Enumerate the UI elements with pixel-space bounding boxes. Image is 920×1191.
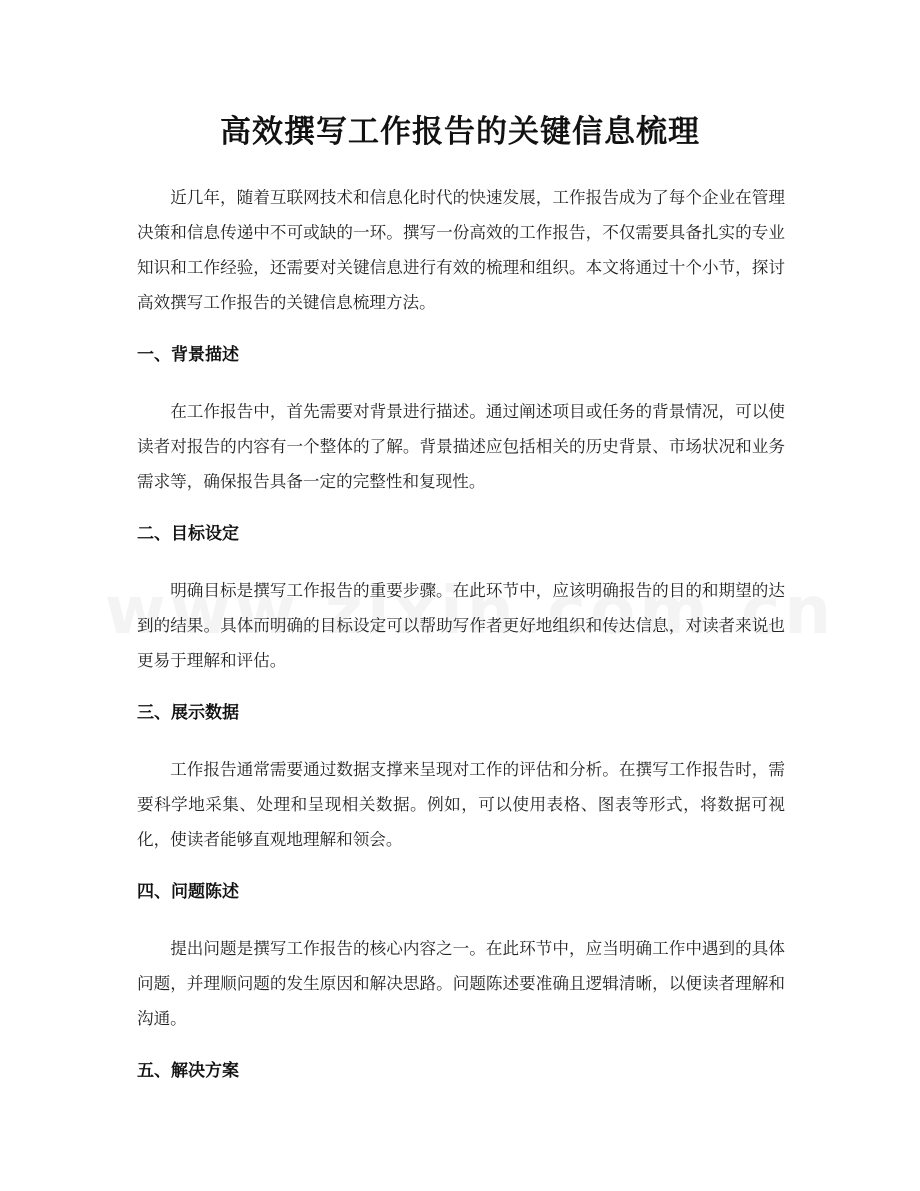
section-body-background: 在工作报告中，首先需要对背景进行描述。通过阐述项目或任务的背景情况，可以使读者对报告的内容有一个整体的了解。背景描述应包括相关的历史背景、市场状况和业务需求等，确保报告具备一定的完整性和复现性。 (137, 402, 785, 491)
section-heading-background: 一、背景描述 (137, 345, 239, 365)
section-heading-data: 三、展示数据 (137, 703, 239, 723)
section-heading-problems: 四、问题陈述 (137, 882, 239, 902)
section-heading-goals: 二、目标设定 (137, 524, 239, 544)
section-body-goals: 明确目标是撰写工作报告的重要步骤。在此环节中，应该明确报告的目的和期望的达到的结果。具体而明确的目标设定可以帮助写作者更好地组织和传达信息，对读者来说也更易于理解和评估。 (137, 581, 785, 670)
document-title: 高效撰写工作报告的关键信息梳理 (220, 114, 700, 150)
intro-paragraph: 近几年，随着互联网技术和信息化时代的快速发展，工作报告成为了每个企业在管理决策和信息传递中不可或缺的一环。撰写一份高效的工作报告，不仅需要具备扎实的专业知识和工作经验，还需要对关键信息进行有效的梳理和组织。本文将通过十个小节，探讨高效撰写工作报告的关键信息梳理方法。 (137, 188, 785, 312)
section-body-data: 工作报告通常需要通过数据支撑来呈现对工作的评估和分析。在撰写工作报告时，需要科学地采集、处理和呈现相关数据。例如，可以使用表格、图表等形式，将数据可视化，使读者能够直观地理解和领会。 (137, 760, 785, 849)
section-body-problems: 提出问题是撰写工作报告的核心内容之一。在此环节中，应当明确工作中遇到的具体问题，并理顺问题的发生原因和解决思路。问题陈述要准确且逻辑清晰，以便读者理解和沟通。 (137, 939, 785, 1028)
document-body (137, 180, 785, 1089)
section-heading-solutions: 五、解决方案 (137, 1061, 239, 1081)
